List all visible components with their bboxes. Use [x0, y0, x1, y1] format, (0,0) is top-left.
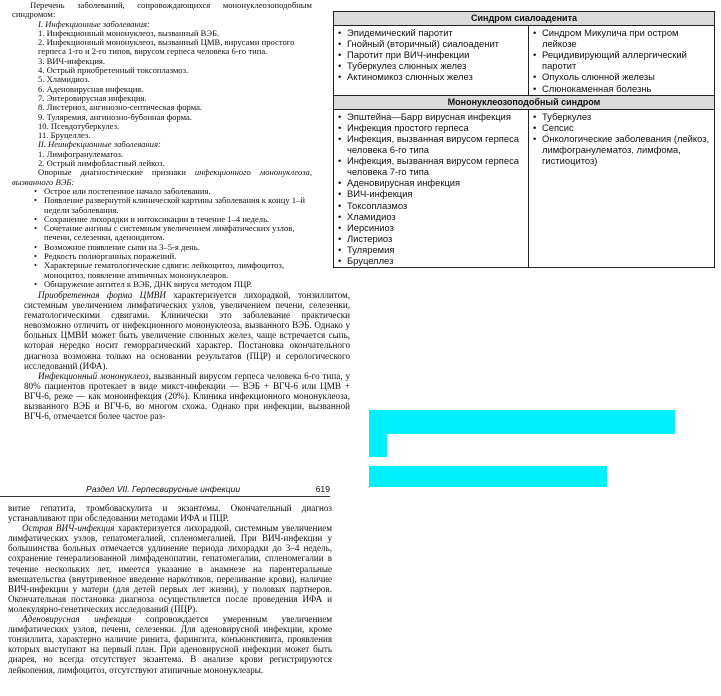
- adeno-text: сопровождается умеренным увеличением лимфатических узлов, печени, селезенки. Для аденовирусной инфекции, кроме тонзиллита, характерно наличие ринита, фарингита, конъюнктивита, проявления которых выступают на первый план. При аденовирусной инфекции может быть диарея, но всегда отсутствует экзантема. В анализе крови регистрируются лейкопения, лимфоцитоз, отсутствуют атипичные мононуклеары.: [8, 614, 332, 675]
- sialadenitis-header: Синдром сиалоаденита: [334, 12, 715, 26]
- table-cell-item: • Онкологические заболевания (лейкоз, лимфогранулематоз, лимфома, гистиоцитоз): [532, 133, 711, 166]
- disease-list-item: 5. Хламидиоз.: [38, 74, 90, 85]
- diagnostic-sign-item: • Сочетание ангины с системным увеличением лимфатических узлов, печени, селезенки, аденоидитом.: [26, 224, 312, 243]
- page-number: 619: [315, 484, 330, 494]
- highlight-block-mid: [369, 433, 387, 457]
- signs-intro-italic: инфекционного мононуклеоза, вызванного ВЭБ:: [12, 167, 313, 187]
- disease-list-item: 1. Инфекционный мононуклеоз, вызванный ВЭБ.: [38, 27, 220, 38]
- table-cell-item: • Аденовирусная инфекция: [337, 177, 525, 188]
- hiv-text: характеризуется лихорадкой, системным увеличением лимфатических узлов, гепатомегалией, спленомегалией. При ВИЧ-инфекции у большинства больных отмечается удлинение периода лихорадки до 3–4 недель, сохранение генерализованной лимфаденопатии, гепатомегалии, спленомегалии в течение нескольких лет, имеется указание в анамнезе на парентеральные вмешательства (внутривенное введение наркотиков, переливание крови), наличие ВИЧ-инфекции у матери (для детей первых лет жизни), у половых партнеров. Окончательная постановка диагноза осуществляется после проведения ИФА и молекулярно-генетических исследований (ПЦР).: [8, 523, 332, 614]
- cmv-paragraph: [24, 290, 350, 371]
- table-cell-item: • Синдром Микулича при остром лейкозе: [532, 27, 711, 49]
- syndrome-table-wrap: [333, 11, 715, 268]
- hhv6-paragraph: [24, 371, 350, 421]
- table-cell-item: • Инфекция простого герпеса: [337, 122, 525, 133]
- table-cell-item: • Туберкулез слюнных желез: [337, 60, 525, 71]
- signs-list: [12, 187, 312, 289]
- table-cell-item: • Эпидемический паротит: [337, 27, 525, 38]
- diagnostic-sign-item: • Характерные гематологические сдвиги: лейкоцитоз, лимфоцитоз, моноцитоз, появление атипичных мононуклеаров.: [26, 261, 312, 280]
- table-cell-item: • Актиномикоз слюнных желез: [337, 71, 525, 82]
- table-cell-item: • Иерсиниоз: [337, 222, 525, 233]
- mono-header: Мононуклеозоподобный синдром: [334, 95, 715, 109]
- table-cell-item: • Опухоль слюнной железы: [532, 71, 711, 82]
- disease-list-item: 3. ВИЧ-инфекция.: [38, 55, 106, 66]
- signs-intro: [12, 168, 312, 187]
- sialadenitis-col1: [334, 26, 529, 96]
- section2-title: II. Неинфекционные заболевания:: [38, 139, 161, 150]
- bottom-page: [0, 484, 357, 675]
- table-cell-item: • Хламидиоз: [337, 211, 525, 222]
- table-cell-item: • Инфекция, вызванная вирусом герпеса человека 7-го типа: [337, 155, 525, 177]
- running-head-title: Раздел VII. Герпесвирусные инфекции: [86, 484, 241, 494]
- section2-list: [12, 150, 312, 169]
- highlight-block-bottom: [369, 466, 607, 487]
- disease-list-item: 2. Инфекционный мононуклеоз, вызванный ЦМВ, вирусами простого герпеса 1-го и 2-го типов, вирусом герпеса человека 6-го типа.: [38, 37, 295, 57]
- middle-left-column: [24, 290, 350, 421]
- disease-list-item: 4. Острый приобретенный токсоплазмоз.: [38, 65, 189, 76]
- highlight-block-top: [369, 410, 675, 434]
- bottom-para-0: витие гепатита, тромбоваскулита и экзантемы. Окончательный диагноз устанавливают при обследовании методами ИФА и ПЦР.: [8, 503, 332, 524]
- cmv-text: характеризуется лихорадкой, тонзиллитом, системным увеличением лимфатических узлов, увеличением печени, селезенки, гематологическими сдвигами. Клинически это заболевание практически невозможно отличить от инфекционного мононуклеоза, вызванного ВЭБ. Однако у больных ЦМВИ может быть увеличение слюнных желез, чаще встречается сыпь, которая нередко носит геморрагический характер. Постановка окончательного диагноза возможна только на основании результатов (ПЦР) и серологического исследований (ИФА).: [24, 290, 350, 371]
- table-cell-item: • Слюнокаменная болезнь: [532, 83, 711, 94]
- disease-list-item: 6. Аденовирусная инфекция.: [38, 83, 144, 94]
- diagnostic-sign-item: • Острое или постепенное начало заболевания.: [26, 187, 312, 196]
- disease-list-item: 2. Острый лимфобластный лейкоз.: [38, 158, 165, 169]
- diagnostic-sign-item: • Обнаружение антител к ВЭБ, ДНК вируса методом ПЦР.: [26, 280, 312, 289]
- adeno-paragraph: [8, 614, 332, 675]
- disease-list-item: 8. Листериоз, ангинозно-септическая форма.: [38, 102, 203, 113]
- diagnostic-sign-item: • Сохранение лихорадки и интоксикации в течение 1–4 недель.: [26, 215, 312, 224]
- table-cell-item: • Листериоз: [337, 233, 525, 244]
- adeno-term: Аденовирусная инфекция: [22, 614, 132, 625]
- disease-list-item: 9. Туляремия, ангинозно-бубонная форма.: [38, 111, 192, 122]
- bottom-body: [0, 503, 332, 675]
- mono-col2: [529, 109, 715, 267]
- table-cell-item: • Туляремия: [337, 244, 525, 255]
- syndrome-table: [333, 11, 715, 268]
- disease-list-item: 7. Энтеровирусная инфекция.: [38, 92, 147, 103]
- diagnostic-sign-item: • Редкость полиорганных поражений.: [26, 252, 312, 261]
- running-header: [0, 484, 330, 497]
- table-cell-item: • Токсоплазмоз: [337, 200, 525, 211]
- hiv-term: Острая ВИЧ-инфекция: [22, 523, 115, 534]
- table-cell-item: • Сепсис: [532, 122, 711, 133]
- hhv6-text: вызванный вирусом герпеса человека 6-го типа, у 80% пациентов протекает в виде микст-инфекции — ВЭБ + ВГЧ-6 или ЦМВ + ВГЧ-6, реже — как моноинфекция (20%). Клиника инфекционного мононуклеоза, вызванного ВЭБ и ВГЧ-6, во многом схожа. Однако при инфекции, вызванной ВГЧ-6, отмечается более частое раз-: [24, 370, 350, 422]
- disease-list-item: 11. Бруцеллез.: [38, 130, 91, 141]
- table-cell-item: • Эпштейна—Барр вирусная инфекция: [337, 111, 525, 122]
- table-cell-item: • Рецидивирующий аллергический паротит: [532, 49, 711, 71]
- mono-col1: [334, 109, 529, 267]
- top-left-column: [12, 1, 312, 289]
- diagnostic-sign-item: • Возможное появление сыпи на 3–5-я день.: [26, 243, 312, 252]
- table-cell-item: • Инфекция, вызванная вирусом герпеса человека 6-го типа: [337, 133, 525, 155]
- sialadenitis-col2: [529, 26, 715, 96]
- disease-list-item: 10. Псевдотуберкулез.: [38, 120, 120, 131]
- section1-list: [12, 29, 312, 141]
- hiv-paragraph: [8, 523, 332, 614]
- diagnostic-sign-item: • Появление развернутой клинической картины заболевания к концу 1–й недели заболевания.: [26, 196, 312, 215]
- table-cell-item: • Паротит при ВИЧ-инфекции: [337, 49, 525, 60]
- table-cell-item: • ВИЧ-инфекция: [337, 188, 525, 199]
- table-cell-item: • Бруцеллез: [337, 255, 525, 266]
- intro-text: Перечень заболеваний, сопровождающихся мононуклеозоподобным синдромом:: [12, 0, 312, 20]
- signs-intro-plain: Опорные диагностические признаки: [38, 167, 195, 178]
- hhv6-term: Инфекционный мононуклеоз,: [38, 370, 151, 381]
- disease-list-item: 1. Лимфогранулематоз.: [38, 148, 124, 159]
- table-cell-item: • Гнойный (вторичный) сиалоаденит: [337, 38, 525, 49]
- section1-title: I. Инфекционные заболевания:: [38, 18, 150, 29]
- cmv-term: Приобретенная форма ЦМВИ: [38, 290, 166, 300]
- table-cell-item: • Туберкулез: [532, 111, 711, 122]
